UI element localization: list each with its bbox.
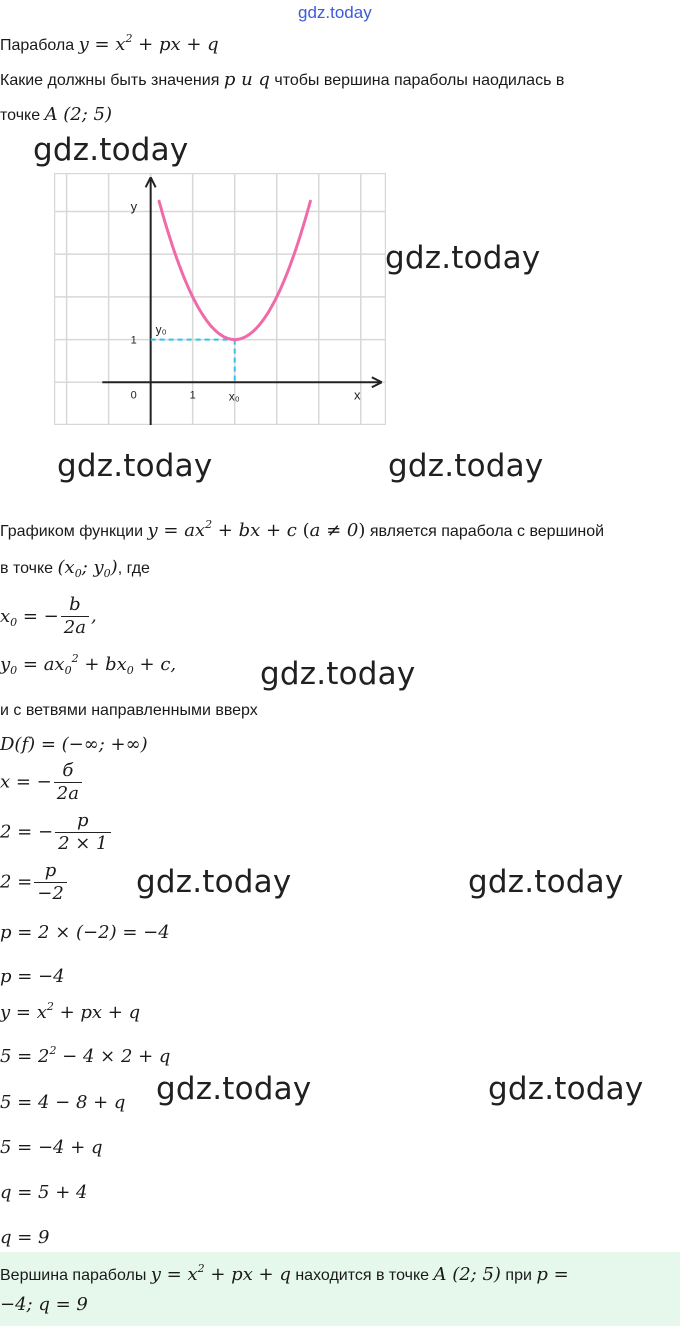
watermark: gdz.today xyxy=(260,656,416,692)
watermark: gdz.today xyxy=(385,240,541,276)
step-3-denominator: −2 xyxy=(34,882,67,905)
problem-parabola-label: Парабола xyxy=(0,37,75,54)
problem-line-3 xyxy=(0,104,112,125)
watermark: gdz.today xyxy=(57,448,213,484)
step-3-formula: 2 = $\frac{p}{-2}$ xyxy=(0,860,69,905)
theory-where: , где xyxy=(117,560,150,577)
theory-graph-label: Графиком функции xyxy=(0,523,144,540)
step-10-formula: q = 5 + 4 xyxy=(0,1182,88,1203)
answer-located-text: находится в точке xyxy=(295,1267,430,1284)
step-8-formula: 5 = 4 − 8 + q xyxy=(0,1092,126,1113)
answer-line-1 xyxy=(0,1264,569,1285)
parabola-chart xyxy=(54,173,386,425)
step-2-numerator: p xyxy=(77,810,89,831)
chart-tick-label-origin: 0 xyxy=(130,389,137,402)
chart-y-axis-label: y xyxy=(130,199,138,214)
problem-question-start: Какие должны быть значения xyxy=(0,72,220,89)
watermark: gdz.today xyxy=(136,864,292,900)
x0-denominator: 2a xyxy=(61,616,89,639)
answer-when: при xyxy=(505,1267,532,1284)
domain-formula: D(f) = (−∞; +∞) xyxy=(0,734,148,755)
answer-function: $y = x^2$ + px + q xyxy=(150,1262,291,1285)
header-site-link[interactable]: gdz.today xyxy=(298,3,372,22)
chart-x-axis-label: x xyxy=(354,387,361,403)
step-9-formula: 5 = −4 + q xyxy=(0,1137,103,1158)
chart-vertex-y-label: y₀ xyxy=(155,322,167,337)
answer-point: A (2; 5) xyxy=(433,1264,501,1285)
step-2-denominator: 2 × 1 xyxy=(55,832,110,855)
theory-point-label: в точке xyxy=(0,560,54,577)
step-11-formula: q = 9 xyxy=(0,1227,50,1248)
theory-general-formula: $y = ax^2$ + bx + c (a ≠ 0) xyxy=(147,518,366,541)
theory-line-2 xyxy=(0,557,150,578)
step-2-formula: 2 = − $\frac{p}{2 \times 1}$ xyxy=(0,810,113,855)
problem-line-1 xyxy=(0,34,219,55)
step-5-formula: p = −4 xyxy=(0,966,65,987)
formula-y0: $y_0 = ax_0^2 + bx_0 + c$, xyxy=(0,652,177,677)
watermark: gdz.today xyxy=(156,1071,312,1107)
branches-text: и с ветвями направленными вверх xyxy=(0,702,258,719)
step-x-denominator: 2a xyxy=(54,782,82,805)
x0-numerator: b xyxy=(69,594,81,615)
problem-point-formula: A (2; 5) xyxy=(44,104,113,125)
step-6-formula: $y = x^2$ + px + q xyxy=(0,1000,141,1023)
problem-point-label: точке xyxy=(0,107,41,124)
parabola-chart-svg xyxy=(54,173,386,425)
problem-variables: p и q xyxy=(223,69,270,90)
step-3-numerator: p xyxy=(44,860,57,881)
answer-line-2: −4; q = 9 xyxy=(0,1294,88,1315)
chart-tick-label-y1: 1 xyxy=(130,334,137,347)
formula-x0: $x_0$ = − $\frac{b}{2a}$ , xyxy=(0,594,97,638)
watermark: gdz.today xyxy=(488,1071,644,1107)
problem-line-2 xyxy=(0,69,564,90)
step-4-formula: p = 2 × (−2) = −4 xyxy=(0,922,170,943)
step-x-numerator: б xyxy=(62,760,74,781)
watermark: gdz.today xyxy=(388,448,544,484)
theory-vertex-text: является парабола с вершиной xyxy=(369,523,605,540)
watermark: gdz.today xyxy=(468,864,624,900)
theory-vertex-coords: ($x_0$; $y_0$) xyxy=(57,557,118,580)
watermark: gdz.today xyxy=(33,132,189,168)
step-x-formula: x = − $\frac{б}{2a}$ xyxy=(0,760,84,805)
theory-line-1 xyxy=(0,520,604,541)
answer-p-eq: p = xyxy=(536,1264,569,1285)
answer-vertex-label: Вершина параболы xyxy=(0,1267,147,1284)
chart-tick-label-x1: 1 xyxy=(189,389,196,402)
chart-vertex-x-label: x₀ xyxy=(228,389,240,404)
problem-question-end: чтобы вершина параболы наодилась в xyxy=(274,72,565,89)
step-7-formula: $5 = 2^2 - 4 \times 2 + q$ xyxy=(0,1044,171,1067)
answer-box xyxy=(0,1252,680,1326)
problem-function-formula: $y = x^2$ + px + q xyxy=(78,32,219,55)
